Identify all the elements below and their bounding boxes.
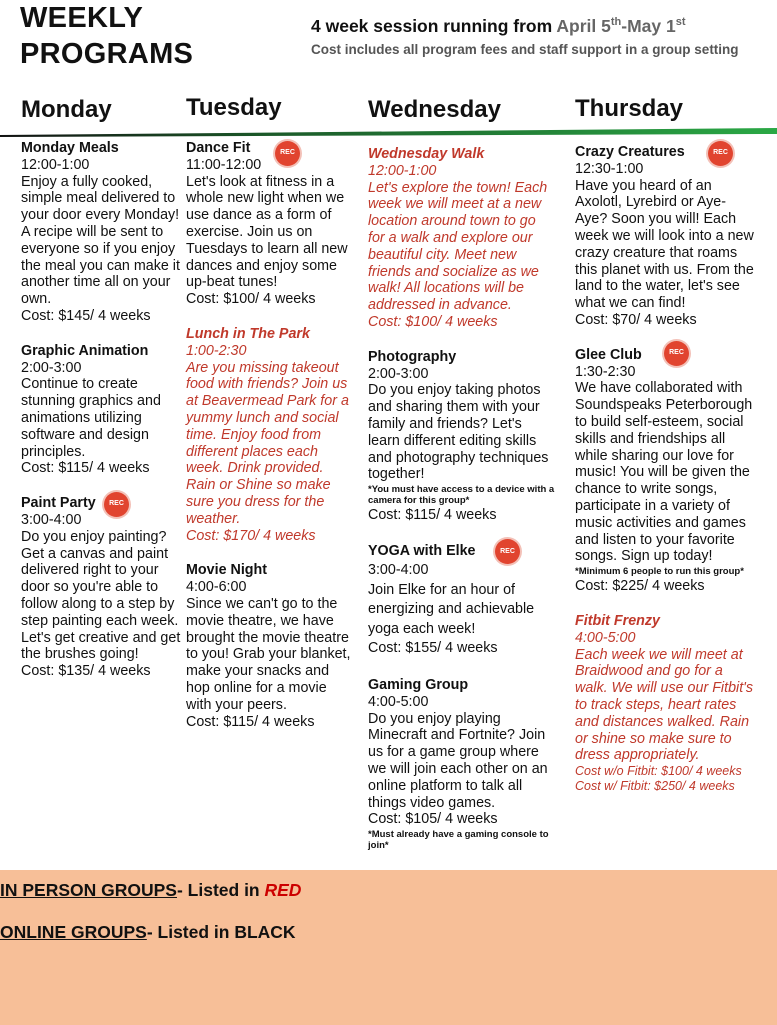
program-cost: Cost: $100/ 4 weeks xyxy=(368,313,498,330)
program-name: YOGA with Elke xyxy=(368,542,476,559)
day-heading-tuesday: Tuesday xyxy=(186,94,282,121)
program-photography xyxy=(368,349,556,524)
program-cost: Cost: $105/ 4 weeks xyxy=(368,811,498,828)
program-description: Do you enjoy taking photos and sharing them with your family and friends? Let's learn different editing skills and photography techniques together! xyxy=(368,382,549,483)
legend-online-text: - Listed in BLACK xyxy=(146,922,296,942)
rec-badge-icon: REC xyxy=(708,141,733,166)
program-graphic-animation xyxy=(21,343,181,477)
rec-badge-icon: REC xyxy=(664,341,689,366)
program-gaming-group xyxy=(368,677,556,851)
header-rule xyxy=(0,126,777,138)
day-heading-wednesday: Wednesday xyxy=(368,96,501,123)
tuesday-column xyxy=(186,140,353,748)
program-time: 4:00-5:00 xyxy=(368,693,429,710)
program-glee-club xyxy=(575,347,755,595)
program-description: Continue to create stunning graphics and animations utilizing software and design principles. xyxy=(21,376,161,460)
program-description: Each week we will meet at Braidwood and go for a walk. We will use our Fitbit's to track steps, heart rates and distances walked. Rain or shine so make sure to dress appropriately. xyxy=(575,646,754,764)
legend-online-key: ONLINE GROUPS xyxy=(0,922,147,942)
program-time: 4:00-6:00 xyxy=(186,579,247,596)
rec-badge-icon: REC xyxy=(275,141,300,166)
program-cost: Cost: $155/ 4 weeks xyxy=(368,640,498,657)
thursday-column xyxy=(575,140,755,812)
session-end-sup: st xyxy=(675,16,686,29)
program-description: Do you enjoy playing Minecraft and Fortnite? Join us for a game group where we will join each other on an online platform to talk all things video games. xyxy=(368,710,548,811)
program-cost: Cost w/o Fitbit: $100/ 4 weeks xyxy=(575,764,742,779)
program-name: Wednesday Walk xyxy=(368,146,485,162)
program-description: Let's explore the town! Each week we will meet at a new location around town to go for a walk and explore our beautiful city. Meet new friends and socialize as we walk! All locations will be addressed in advance. xyxy=(368,179,548,314)
program-monday-meals xyxy=(21,140,181,325)
program-description: Since we can't go to the movie theatre, we have brought the movie theatre to you! Grab your blanket, make your snacks and hop online for a movie with your peers. xyxy=(186,595,351,713)
program-cost: Cost: $115/ 4 weeks xyxy=(368,507,497,524)
page-title xyxy=(20,0,193,72)
session-start-sup: th xyxy=(610,16,622,29)
session-dates xyxy=(311,16,686,37)
program-description: Let's look at fitness in a whole new light when we use dance as a form of exercise. Join us on Tuesdays to learn all new dances and enjoy some up-beat tunes! xyxy=(186,173,348,291)
program-time: 1:00-2:30 xyxy=(186,342,247,359)
session-start: April 5 xyxy=(556,16,611,36)
cost-note: Cost includes all program fees and staff support in a group setting xyxy=(311,42,739,57)
title-line-1: WEEKLY xyxy=(20,2,144,34)
program-cost: Cost: $135/ 4 weeks xyxy=(21,663,151,680)
program-time: 1:30-2:30 xyxy=(575,363,636,380)
day-heading-monday: Monday xyxy=(21,96,112,123)
program-time: 2:00-3:00 xyxy=(368,365,429,382)
rec-badge-icon: REC xyxy=(104,492,129,517)
program-description: We have collaborated with Soundspeaks Peterborough to build self-esteem, social skills and friendships all while sharing our love for music! You will be given the chance to write songs, participate in a variety of music activities and games and listen to your favorite songs. Sign up today! xyxy=(575,380,753,565)
program-note: *Minimum 6 people to run this group* xyxy=(575,566,744,578)
program-cost: Cost: $115/ 4 weeks xyxy=(186,713,315,730)
day-heading-thursday: Thursday xyxy=(575,95,684,122)
program-note: *Must already have a gaming console to join* xyxy=(368,829,549,852)
program-name: Glee Club xyxy=(575,346,642,363)
rec-badge-icon: REC xyxy=(495,539,520,564)
program-description: Have you heard of an Axolotl, Lyrebird or Aye-Aye? Soon you will! Each week we will look into a new crazy creature that roams this planet with us. From the land to the water, let's see what we can find! xyxy=(575,177,754,312)
program-cost: Cost: $70/ 4 weeks xyxy=(575,311,697,328)
program-cost: Cost: $100/ 4 weeks xyxy=(186,291,316,308)
program-name: Photography xyxy=(368,348,457,365)
program-wednesday-walk xyxy=(368,146,556,331)
program-movie-night xyxy=(186,562,353,730)
program-name: Fitbit Frenzy xyxy=(575,612,660,629)
program-name: Monday Meals xyxy=(21,140,119,156)
legend-online xyxy=(0,922,296,943)
program-name: Lunch in The Park xyxy=(186,325,310,342)
program-yoga-with-elke xyxy=(368,542,556,659)
program-fitbit-frenzy xyxy=(575,613,755,794)
program-cost: Cost: $115/ 4 weeks xyxy=(21,460,150,477)
session-prefix: 4 week session running from xyxy=(311,16,557,36)
program-description: Are you missing takeout food with friends? Join us at Beavermead Park for a yummy lunch and social time. Enjoy food from different places each week. Drink provided. Rain or Shine so make sure you dress for the weather. xyxy=(186,359,349,527)
program-time: 11:00-12:00 xyxy=(186,156,262,173)
program-time: 12:30-1:00 xyxy=(575,160,644,177)
legend-in-person-key: IN PERSON GROUPS xyxy=(0,880,177,900)
legend-in-person xyxy=(0,880,301,901)
legend-in-person-color: RED xyxy=(264,880,302,900)
legend-in-person-text: - Listed in xyxy=(176,880,265,900)
program-lunch-in-the-park xyxy=(186,326,353,544)
program-time: 3:00-4:00 xyxy=(21,511,82,528)
program-name: Gaming Group xyxy=(368,676,469,693)
program-crazy-creatures xyxy=(575,144,755,329)
session-range xyxy=(556,16,685,36)
program-name: Graphic Animation xyxy=(21,342,149,359)
program-name: Dance Fit xyxy=(186,140,251,156)
program-dance-fit xyxy=(186,140,353,308)
program-name: Crazy Creatures xyxy=(575,144,685,160)
monday-column xyxy=(21,140,181,698)
program-description: Do you enjoy painting? Get a canvas and paint delivered right to your door so you're able to follow along to a step by step painting each week. Let's get creative and get the brushes going! xyxy=(21,528,181,663)
program-paint-party xyxy=(21,495,181,680)
program-cost: Cost: $225/ 4 weeks xyxy=(575,578,705,595)
program-time: 12:00-1:00 xyxy=(368,162,437,179)
program-name: Paint Party xyxy=(21,495,96,512)
program-description: Join Elke for an hour of energizing and achievable yoga each week! xyxy=(368,581,535,637)
program-note: *You must have access to a device with a camera for this group* xyxy=(368,484,555,507)
legend-panel xyxy=(0,870,777,1025)
program-time: 2:00-3:00 xyxy=(21,359,82,376)
wednesday-column xyxy=(368,140,556,869)
program-time: 3:00-4:00 xyxy=(368,562,429,579)
program-time: 12:00-1:00 xyxy=(21,156,90,173)
program-cost-with-fitbit: Cost w/ Fitbit: $250/ 4 weeks xyxy=(575,779,735,794)
program-name: Movie Night xyxy=(186,562,268,579)
program-cost: Cost: $170/ 4 weeks xyxy=(186,527,316,544)
program-cost: Cost: $145/ 4 weeks xyxy=(21,307,151,324)
program-description: Enjoy a fully cooked, simple meal delivered to your door every Monday! A recipe will be sent to everyone so if you enjoy the meal you can make it another time all on your own. xyxy=(21,173,180,308)
program-time: 4:00-5:00 xyxy=(575,629,636,646)
title-line-2: PROGRAMS xyxy=(20,38,194,70)
session-end: -May 1 xyxy=(621,16,676,36)
